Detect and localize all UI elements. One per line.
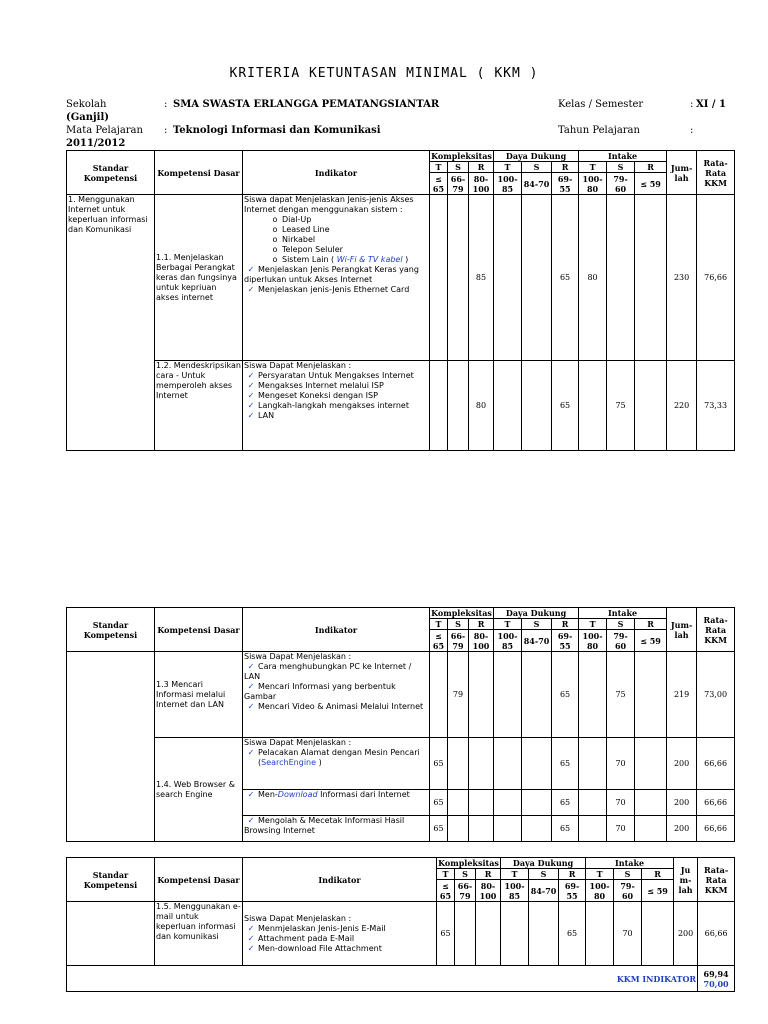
check-icon: ✓ <box>247 943 255 953</box>
indikator-1-4-c <box>243 816 430 842</box>
range-i-r: ≤ 59 <box>642 880 674 902</box>
cell-rata: 66,66 <box>697 816 735 842</box>
cell-jumlah: 219 <box>667 652 697 738</box>
cell-rata: 66,66 <box>698 902 735 966</box>
indikator-check: ✓ Mengakses Internet melalui ISP <box>244 381 428 391</box>
sub-t: T <box>579 162 607 173</box>
page-title: KRITERIA KETUNTASAN MINIMAL ( KKM ) <box>229 66 539 81</box>
check-icon: ✓ <box>247 381 255 390</box>
cell-d-r: 65 <box>552 652 579 738</box>
cell-i-t <box>579 652 607 738</box>
standar-kompetensi-empty <box>67 652 155 842</box>
check-icon: ✓ <box>247 391 255 400</box>
cell-d-t <box>494 816 522 842</box>
cell-k-s <box>448 195 469 361</box>
sub-t: T <box>494 619 522 630</box>
sub-s: S <box>614 869 642 880</box>
col-kompetensi-dasar: Kompetensi Dasar <box>155 858 243 902</box>
sub-s: S <box>522 162 552 173</box>
cell-k-r <box>469 738 494 790</box>
cell-i-s: 70 <box>607 790 635 816</box>
cell-d-t <box>494 195 522 361</box>
cell-k-r: 80 <box>469 361 494 451</box>
cell-k-r <box>469 790 494 816</box>
cell-d-r: 65 <box>552 195 579 361</box>
sub-s: S <box>448 162 469 173</box>
col-daya-dukung: Daya Dukung <box>501 858 586 869</box>
sub-s: S <box>607 162 635 173</box>
cell-k-t: 65 <box>437 902 455 966</box>
range-i-s: 79-60 <box>607 173 635 195</box>
mapel-label: Mata Pelajaran <box>66 125 143 136</box>
indikator-check: ✓ Menmjelaskan Jenis-Jenis E-Mail <box>244 924 435 934</box>
sub-t: T <box>430 619 448 630</box>
sekolah-sep: : <box>164 99 168 110</box>
sub-s: S <box>529 869 559 880</box>
cell-d-t <box>494 361 522 451</box>
cell-d-s <box>522 195 552 361</box>
cell-k-s <box>448 790 469 816</box>
cell-d-r: 65 <box>552 738 579 790</box>
col-intake: Intake <box>586 858 674 869</box>
cell-k-t <box>430 361 448 451</box>
cell-k-t <box>430 195 448 361</box>
range-d-r: 69-55 <box>552 173 579 195</box>
sub-r: R <box>642 869 674 880</box>
indikator-check: ✓ Mengeset Koneksi dengan ISP <box>244 391 428 401</box>
col-standar-kompetensi: Standar Kompetensi <box>67 858 155 902</box>
sub-s: S <box>607 619 635 630</box>
sub-r: R <box>559 869 586 880</box>
range-k-s: 66-79 <box>455 880 476 902</box>
sub-r: R <box>469 162 494 173</box>
cell-i-r <box>635 790 667 816</box>
indikator-1-5 <box>243 902 437 966</box>
kkm-indikator-label: KKM INDIKATOR <box>67 966 698 992</box>
indikator-check: ✓ Persyaratan Untuk Mengakses Internet <box>244 371 428 381</box>
kompetensi-dasar-1-4: 1.4. Web Browser & search Engine <box>155 738 243 842</box>
indikator-check: ✓ Men-Download Informasi dari Internet <box>244 790 428 800</box>
sub-r: R <box>635 162 667 173</box>
range-d-s: 84-70 <box>522 173 552 195</box>
check-icon: ✓ <box>247 285 255 294</box>
sub-t: T <box>494 162 522 173</box>
cell-i-s: 75 <box>607 652 635 738</box>
indikator-check: ✓ Mencari Informasi yang berbentuk Gambar <box>244 682 396 701</box>
range-k-r: 80-100 <box>476 880 501 902</box>
cell-i-t <box>579 738 607 790</box>
check-icon: ✓ <box>247 662 255 671</box>
cell-i-r <box>635 738 667 790</box>
kompetensi-dasar-1-2: 1.2. Mendeskripsikan cara - Untuk memperoleh akses Internet <box>155 361 243 451</box>
standar-kompetensi-1: 1. Menggunakan Internet untuk keperluan informasi dan Komunikasi <box>67 195 155 451</box>
check-icon: ✓ <box>247 401 255 410</box>
kelas-sep: : <box>690 99 694 110</box>
cell-d-r: 65 <box>559 902 586 966</box>
sub-t: T <box>501 869 529 880</box>
col-rata-kkm: Rata-Rata KKM <box>698 858 735 902</box>
cell-i-s: 75 <box>607 361 635 451</box>
col-kompleksitas: Kompleksitas <box>438 858 499 868</box>
col-indikator: Indikator <box>243 151 430 195</box>
kompetensi-dasar-1-5: 1.5. Menggunakan e-mail untuk keperluan informasi dan komunikasi <box>155 902 243 966</box>
cell-jumlah: 200 <box>667 790 697 816</box>
col-standar-kompetensi: Standar Kompetensi <box>67 608 155 652</box>
cell-rata: 73,00 <box>697 652 735 738</box>
cell-k-t: 65 <box>430 738 448 790</box>
check-icon: ✓ <box>247 748 255 757</box>
cell-jumlah: 200 <box>667 816 697 842</box>
indikator-check: ✓ Men-download File Attachment <box>244 944 435 954</box>
col-jumlah: Jum-lah <box>667 151 697 195</box>
sub-r: R <box>635 619 667 630</box>
indikator-1-3 <box>243 652 430 738</box>
indikator-check: ✓ Pelacakan Alamat dengan Mesin Pencari <box>244 748 428 758</box>
check-icon: ✓ <box>247 265 255 274</box>
cell-k-t: 65 <box>430 790 448 816</box>
col-jumlah: Ju m-lah <box>674 858 698 902</box>
range-k-r: 80-100 <box>469 630 494 652</box>
range-d-s: 84-70 <box>529 880 559 902</box>
cell-i-r <box>635 652 667 738</box>
cell-d-s <box>522 738 552 790</box>
cell-i-s: 70 <box>614 902 642 966</box>
cell-i-t <box>586 902 614 966</box>
col-daya-dukung: Daya Dukung <box>494 608 579 619</box>
cell-k-s <box>448 816 469 842</box>
check-icon: ✓ <box>247 816 255 825</box>
indikator-bullet: o Telepon Seluler <box>272 245 343 254</box>
cell-d-s <box>522 790 552 816</box>
col-kompleksitas: Kompleksitas <box>431 608 492 618</box>
range-i-t: 100-80 <box>579 630 607 652</box>
col-kompetensi-dasar: Kompetensi Dasar <box>155 151 243 195</box>
col-intake: Intake <box>579 151 667 162</box>
sub-s: S <box>522 619 552 630</box>
indikator-check: ✓ LAN <box>244 411 428 421</box>
standar-kompetensi-empty <box>67 902 155 966</box>
cell-d-r: 65 <box>552 816 579 842</box>
range-d-t: 100-85 <box>494 173 522 195</box>
indikator-check: ✓ Mencari Video & Animasi Melalui Internet <box>244 702 428 712</box>
kelas-label: Kelas / Semester <box>558 99 644 110</box>
range-k-s: 66-79 <box>448 630 469 652</box>
kompetensi-dasar-1-1: 1.1. Menjelaskan Berbagai Perangkat keras dan fungsinya untuk kepriuan akses internet <box>155 195 243 361</box>
cell-d-s <box>522 361 552 451</box>
indikator-intro: Siswa Dapat Menjelaskan : <box>244 913 352 923</box>
cell-d-t <box>494 652 522 738</box>
check-icon: ✓ <box>247 411 255 420</box>
kompetensi-dasar-1-3: 1.3 Mencari Informasi melalui Internet dan LAN <box>155 652 243 738</box>
check-icon: ✓ <box>247 790 255 799</box>
indikator-bullet: o Nirkabel <box>272 235 316 244</box>
cell-i-r <box>635 195 667 361</box>
cell-k-t: 65 <box>430 816 448 842</box>
check-icon: ✓ <box>247 702 255 711</box>
range-d-t: 100-85 <box>501 880 529 902</box>
range-k-t: ≤ 65 <box>430 630 448 652</box>
indikator-1-4-b <box>243 790 430 816</box>
mapel-value: Teknologi Informasi dan Komunikasi <box>173 125 381 136</box>
sub-t: T <box>430 162 448 173</box>
cell-i-r <box>635 361 667 451</box>
col-jumlah: Jum-lah <box>667 608 697 652</box>
indikator-check: ✓ Mengolah & Mecetak Informasi Hasil Browsing Internet <box>244 816 405 835</box>
range-d-s: 84-70 <box>522 630 552 652</box>
cell-k-s <box>448 361 469 451</box>
cell-d-s <box>522 816 552 842</box>
mapel-sep: : <box>164 125 168 136</box>
range-d-t: 100-85 <box>494 630 522 652</box>
sub-s: S <box>448 619 469 630</box>
cell-d-t <box>494 790 522 816</box>
indikator-check: ✓ Cara menghubungkan PC ke Internet / LAN <box>244 662 412 681</box>
sub-t: T <box>586 869 614 880</box>
kkm-table-1 <box>66 150 735 451</box>
sub-s: S <box>455 869 476 880</box>
col-standar-kompetensi: Standar Kompetensi <box>67 151 155 195</box>
tahun-value: 2011/2012 <box>66 138 126 149</box>
indikator-check: ✓ Menjelaskan Jenis Perangkat Keras yang diperlukan untuk Akses Internet <box>244 265 419 284</box>
cell-rata: 66,66 <box>697 790 735 816</box>
cell-jumlah: 200 <box>667 738 697 790</box>
check-icon: ✓ <box>247 371 255 380</box>
kkm-value-raw: 69,94 <box>703 968 729 979</box>
cell-rata: 76,66 <box>697 195 735 361</box>
tahun-sep: : <box>690 125 694 136</box>
indikator-1-2 <box>243 361 430 451</box>
sub-t: T <box>579 619 607 630</box>
cell-rata: 66,66 <box>697 738 735 790</box>
kelas-value: XI / 1 <box>696 99 727 110</box>
col-rata-kkm: Rata-Rata KKM <box>697 608 735 652</box>
cell-i-t <box>579 790 607 816</box>
indikator-1-1 <box>243 195 430 361</box>
cell-k-s <box>455 902 476 966</box>
indikator-intro: Siswa Dapat Menjelaskan : <box>244 738 352 747</box>
sekolah-value: SMA SWASTA ERLANGGA PEMATANGSIANTAR <box>173 99 440 110</box>
cell-d-r: 65 <box>552 361 579 451</box>
range-i-t: 100-80 <box>579 173 607 195</box>
cell-i-s: 70 <box>607 816 635 842</box>
range-d-r: 69-55 <box>559 880 586 902</box>
cell-i-t <box>579 816 607 842</box>
indikator-bullet: o Sistem Lain ( Wi-Fi & TV kabel ) <box>272 255 409 264</box>
cell-i-r <box>635 816 667 842</box>
cell-i-s: 70 <box>607 738 635 790</box>
sub-r: R <box>552 162 579 173</box>
cell-d-t <box>501 902 529 966</box>
cell-k-t <box>430 652 448 738</box>
indikator-bullet: o Dial-Up <box>272 215 312 224</box>
cell-i-t: 80 <box>579 195 607 361</box>
kkm-table-2 <box>66 607 735 842</box>
cell-jumlah: 200 <box>674 902 698 966</box>
cell-d-s <box>529 902 559 966</box>
indikator-1-4-a <box>243 738 430 790</box>
tahun-label: Tahun Pelajaran <box>558 125 640 136</box>
col-daya-dukung: Daya Dukung <box>494 151 579 162</box>
col-intake: Intake <box>579 608 667 619</box>
cell-d-r: 65 <box>552 790 579 816</box>
cell-rata: 73,33 <box>697 361 735 451</box>
range-i-r: ≤ 59 <box>635 630 667 652</box>
indikator-intro: Siswa Dapat Menjelaskan : <box>244 652 352 661</box>
indikator-check: ✓ Menjelaskan jenis-Jenis Ethernet Card <box>244 285 428 295</box>
range-k-t: ≤ 65 <box>437 880 455 902</box>
range-i-r: ≤ 59 <box>635 173 667 195</box>
indikator-check: ✓ Langkah-langkah mengakses internet <box>244 401 428 411</box>
cell-k-r <box>476 902 501 966</box>
range-i-s: 79-60 <box>614 880 642 902</box>
range-i-t: 100-80 <box>586 880 614 902</box>
sub-r: R <box>476 869 501 880</box>
indikator-paren: (SearchEngine ) <box>258 758 322 767</box>
indikator-intro: Siswa Dapat Menjelaskan : <box>244 361 352 370</box>
cell-k-s: 79 <box>448 652 469 738</box>
cell-d-s <box>522 652 552 738</box>
range-i-s: 79-60 <box>607 630 635 652</box>
cell-k-r <box>469 816 494 842</box>
kkm-value-rounded: 70,00 <box>703 978 729 989</box>
check-icon: ✓ <box>247 933 255 943</box>
range-k-t: ≤ 65 <box>430 173 448 195</box>
kkm-indikator-value <box>698 966 735 992</box>
indikator-bullet: o Leased Line <box>272 225 330 234</box>
cell-k-r <box>469 652 494 738</box>
cell-i-t <box>579 361 607 451</box>
range-k-r: 80-100 <box>469 173 494 195</box>
check-icon: ✓ <box>247 682 255 691</box>
indikator-check: ✓ Attachment pada E-Mail <box>244 934 435 944</box>
col-indikator: Indikator <box>243 608 430 652</box>
cell-k-r: 85 <box>469 195 494 361</box>
semester-ganjil: (Ganjil) <box>66 112 109 123</box>
sub-r: R <box>552 619 579 630</box>
kkm-table-3 <box>66 857 735 992</box>
col-indikator: Indikator <box>243 858 437 902</box>
range-d-r: 69-55 <box>552 630 579 652</box>
cell-d-t <box>494 738 522 790</box>
sub-t: T <box>437 869 455 880</box>
cell-k-s <box>448 738 469 790</box>
col-kompetensi-dasar: Kompetensi Dasar <box>155 608 243 652</box>
cell-i-r <box>642 902 674 966</box>
check-icon: ✓ <box>247 923 255 933</box>
indikator-intro: Siswa dapat Menjelaskan Jenis-jenis Akses Internet dengan menggunakan sistem : <box>244 195 414 214</box>
col-rata-kkm: Rata-Rata KKM <box>697 151 735 195</box>
cell-i-s <box>607 195 635 361</box>
cell-jumlah: 230 <box>667 195 697 361</box>
sub-r: R <box>469 619 494 630</box>
cell-jumlah: 220 <box>667 361 697 451</box>
col-kompleksitas: Kompleksitas <box>431 151 492 161</box>
range-k-s: 66-79 <box>448 173 469 195</box>
sekolah-label: Sekolah <box>66 99 107 110</box>
